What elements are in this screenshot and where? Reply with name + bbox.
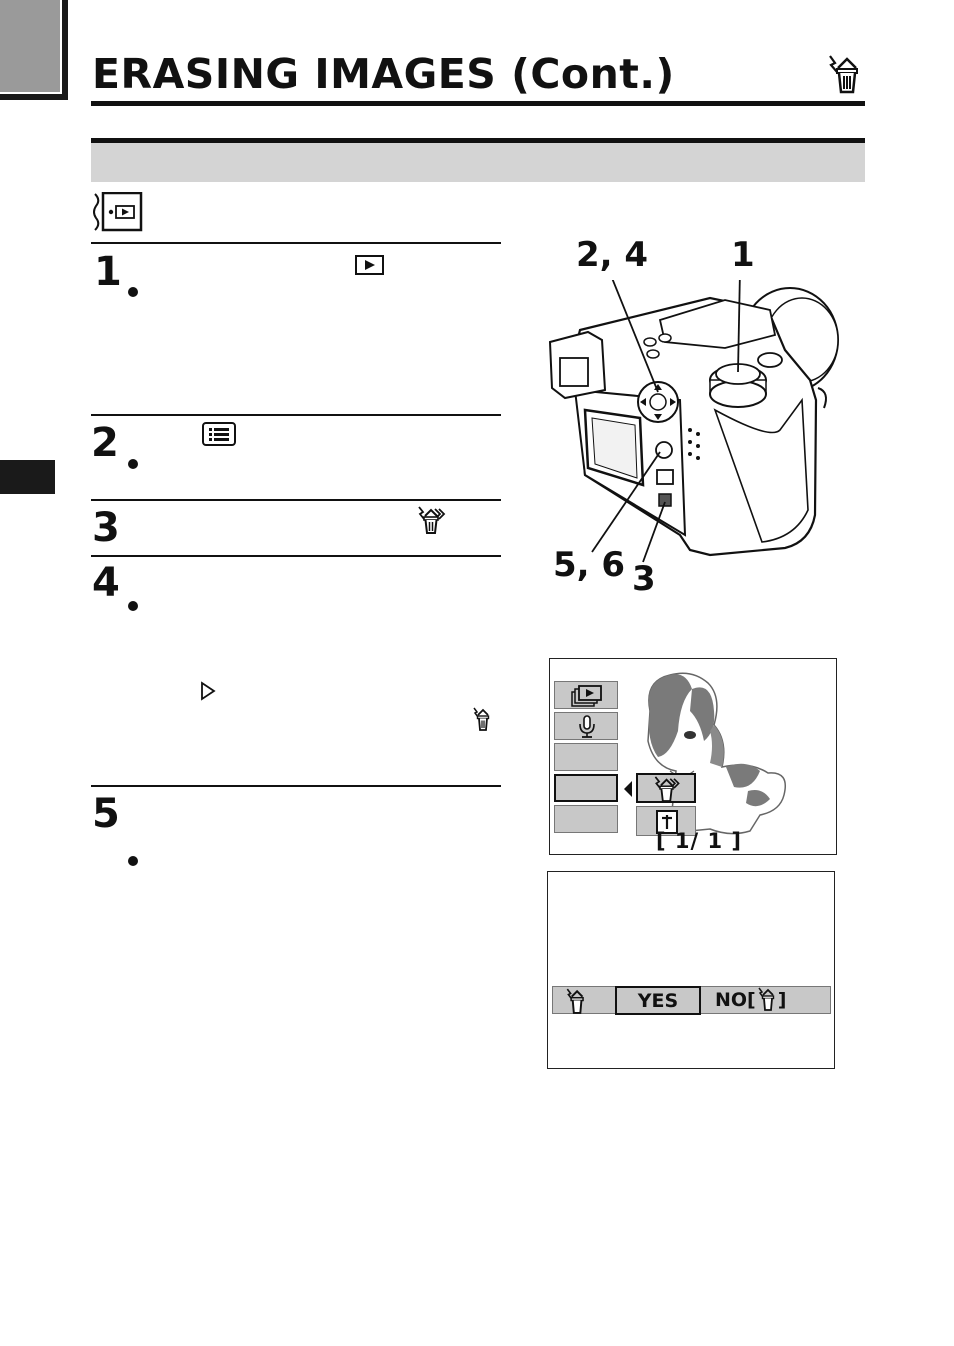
all-frame-erase-icon: [416, 506, 447, 534]
all-frame-erase-option[interactable]: [636, 773, 696, 803]
step-number: 4: [92, 560, 120, 606]
callout-label: 3: [632, 559, 656, 599]
erase-icon: [565, 988, 587, 1014]
step-rule: [91, 499, 501, 501]
no-label-close: ]: [777, 989, 787, 1011]
section-heading-bar: [91, 138, 865, 182]
bullet: [128, 287, 138, 297]
step-number: 3: [92, 505, 120, 551]
erase-icon: [472, 707, 492, 731]
chapter-side-tab: [0, 460, 55, 494]
step-number: 5: [92, 791, 120, 837]
menu-item-selected[interactable]: [554, 774, 618, 802]
step-rule: [91, 785, 501, 787]
page-corner-tab-inner: [0, 0, 62, 94]
menu-item[interactable]: [554, 805, 618, 833]
page-title: ERASING IMAGES (Cont.): [92, 50, 675, 98]
step-rule: [91, 555, 501, 557]
left-pointer-icon: [623, 780, 633, 798]
lcd-menu-screen: [549, 658, 837, 855]
callout-label: 2, 4: [576, 235, 649, 275]
menu-item[interactable]: [554, 712, 618, 740]
title-underline: [91, 101, 865, 106]
frame-counter: [ 1/ 1 ]: [656, 829, 743, 853]
step-rule: [91, 242, 501, 244]
callout-label: 5, 6: [553, 545, 626, 585]
bullet: [128, 601, 138, 611]
step-number: 1: [94, 249, 122, 295]
bullet: [128, 459, 138, 469]
erase-icon: [756, 987, 778, 1011]
step-rule: [91, 414, 501, 416]
callout-label: 1: [731, 235, 755, 275]
menu-item[interactable]: [554, 743, 618, 771]
multi-frame-playback-icon: [571, 684, 603, 708]
no-button[interactable]: [715, 987, 786, 1013]
yes-button[interactable]: YES: [615, 986, 701, 1015]
lcd-confirm-screen: [547, 871, 835, 1069]
microphone-icon: [577, 715, 597, 739]
camera-illustration: [540, 280, 845, 565]
bullet: [128, 856, 138, 866]
right-arrow-icon: [200, 681, 216, 701]
confirm-bar: [552, 986, 831, 1014]
step-number: 2: [91, 420, 119, 466]
menu-item[interactable]: [554, 681, 618, 709]
menu-button-icon: [202, 422, 236, 446]
playback-button-icon: [355, 255, 384, 275]
playback-mode-dial-icon: [91, 192, 143, 232]
all-frame-erase-icon: [652, 776, 682, 802]
no-label: NO[: [715, 989, 756, 1011]
erase-icon: [826, 54, 864, 94]
